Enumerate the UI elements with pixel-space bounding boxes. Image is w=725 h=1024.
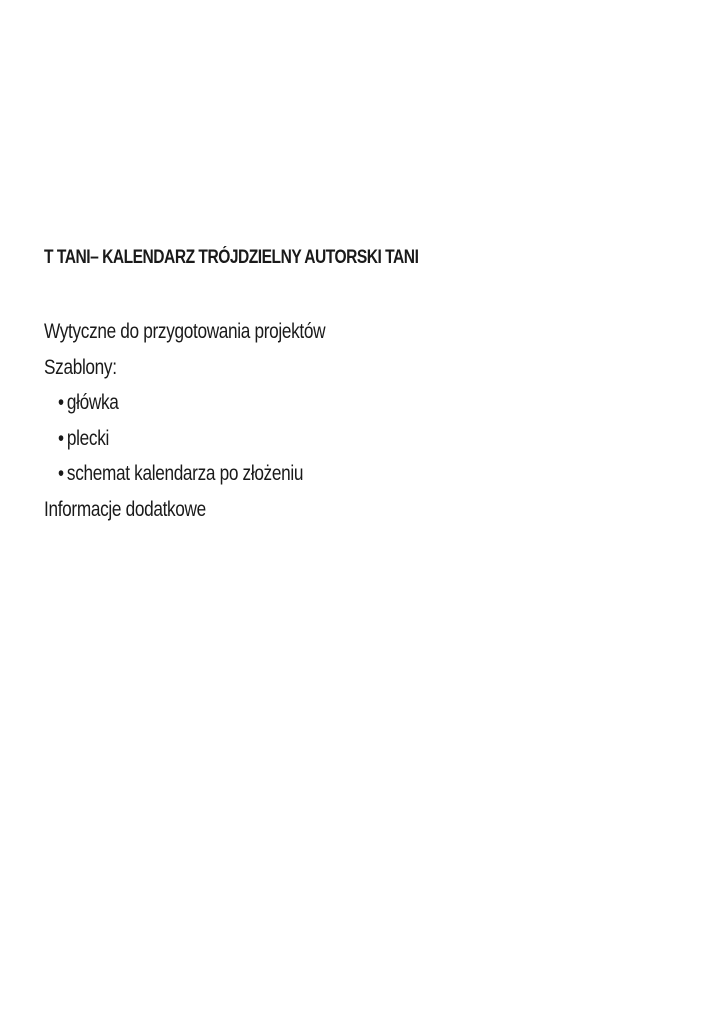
bullet-icon: • <box>57 426 64 450</box>
document-body <box>44 314 684 527</box>
document-title: T TANI– KALENDARZ TRÓJDZIELNY AUTORSKI TANI <box>44 247 419 268</box>
guidelines-label: Wytyczne do przygotowania projektów <box>44 320 326 343</box>
template-folded-scheme-label: schemat kalendarza po złożeniu <box>66 462 304 485</box>
list-item <box>44 385 569 421</box>
additional-info-label: Informacje dodatkowe <box>44 497 206 521</box>
templates-label: Szablony: <box>44 355 117 379</box>
template-head-label: główka <box>66 391 119 414</box>
document-content <box>44 244 684 527</box>
bullet-icon: • <box>57 391 64 414</box>
list-item <box>44 421 569 457</box>
list-item <box>44 456 569 492</box>
template-back-label: plecki <box>66 426 109 450</box>
templates-list <box>44 385 684 492</box>
bullet-icon: • <box>57 462 64 485</box>
